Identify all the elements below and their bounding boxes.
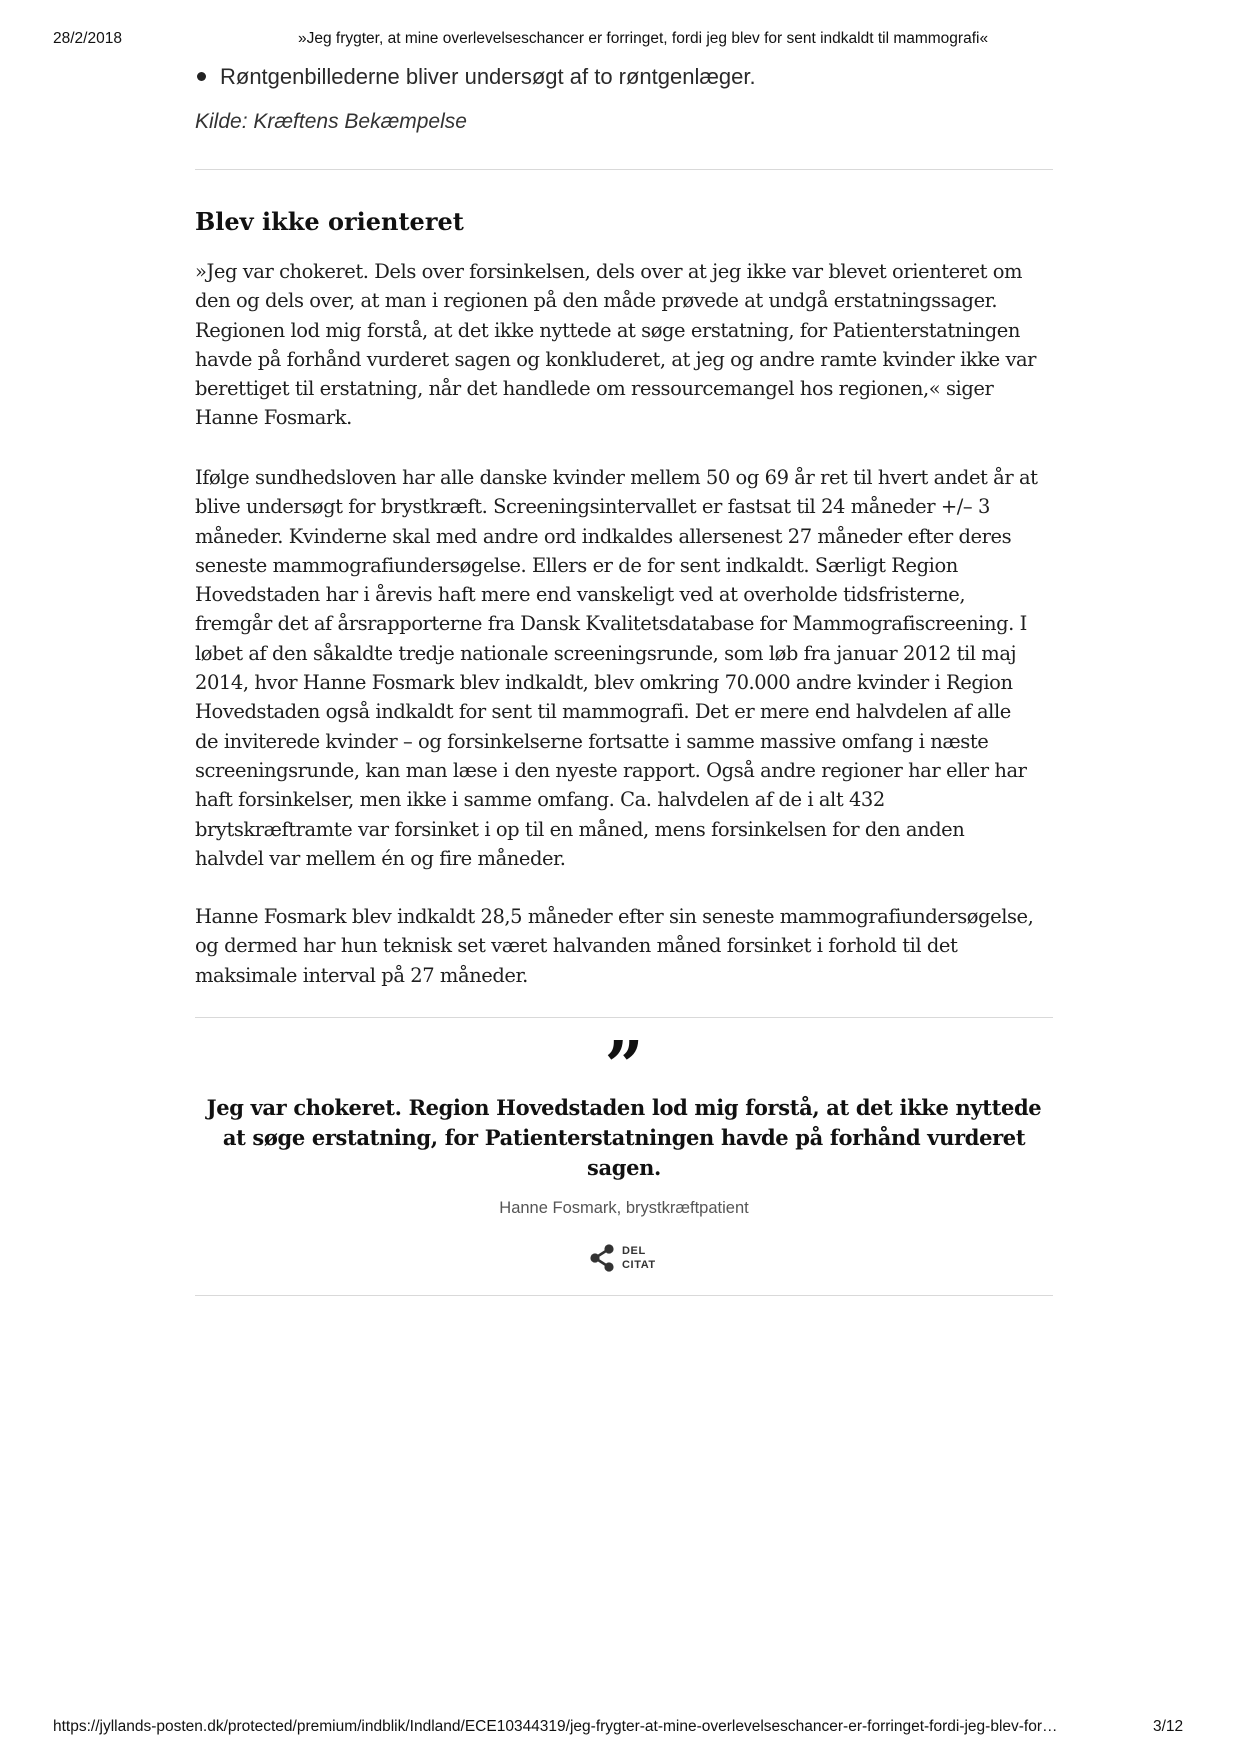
- paragraph-line: havde på forhånd vurderet sagen og konkluderet, at jeg og andre ramte kvinder ikke var: [195, 347, 1037, 371]
- paragraph-line: fremgår det af årsrapporterne fra Dansk Kvalitetsdatabase for Mammografiscreening. I: [195, 612, 1027, 636]
- divider: [195, 1295, 1053, 1296]
- paragraph-line: Hovedstaden har i årevis haft mere end vanskeligt ved at overholde tidsfristerne,: [195, 583, 966, 607]
- share-quote-button[interactable]: [589, 1243, 656, 1273]
- paragraph-line: Ifølge sundhedsloven har alle danske kvinder mellem 50 og 69 år ret til hvert andet år at: [195, 466, 1038, 489]
- share-label-line: CITAT: [622, 1259, 656, 1271]
- fact-box-source: Kilde: Kræftens Bekæmpelse: [195, 110, 467, 133]
- paragraph-line: måneder. Kvinderne skal med andre ord indkaldes allersenest 27 måneder efter deres: [195, 524, 1012, 548]
- paragraph-line: Regionen lod mig forstå, at det ikke nyttede at søge erstatning, for Patienterstatningen: [195, 318, 1020, 342]
- paragraph-line: screeningsrunde, kan man læse i den nyeste rapport. Også andre regioner har eller har: [195, 758, 1027, 782]
- paragraph-line: brytskræftramte var forsinket i op til en måned, mens forsinkelsen for den anden: [195, 817, 965, 841]
- print-url: https://jyllands-posten.dk/protected/premium/indblik/Indland/ECE10344319/jeg-frygter-at-mine-overlevelseschancer-er-forringet-fordi-jeg-blev-for…: [53, 1718, 1058, 1735]
- paragraph-line: maksimale interval på 27 måneder.: [195, 963, 528, 987]
- pull-quote-line: sagen.: [587, 1155, 661, 1180]
- bullet-dot-icon: [197, 72, 206, 81]
- paragraph-line: den og dels over, at man i regionen på den måde prøvede at undgå erstatningssager.: [195, 289, 998, 313]
- paragraph-line: berettiget til erstatning, når det handlede om ressourcemangel hos regionen,« siger: [195, 377, 994, 401]
- share-label-line: DEL: [622, 1245, 646, 1257]
- paragraph-line: de inviterede kvinder – og forsinkelserne fortsatte i samme massive omfang i næste: [195, 729, 989, 753]
- paragraph: [195, 463, 1065, 873]
- paragraph-line: halvdel var mellem én og fire måneder.: [195, 846, 566, 870]
- paragraph-line: »Jeg var chokeret. Dels over forsinkelsen, dels over at jeg ikke var blevet orienteret om: [195, 260, 1023, 283]
- fact-box-bullet: [195, 64, 756, 90]
- paragraph-line: Hanne Fosmark blev indkaldt 28,5 måneder efter sin seneste mammografiundersøgelse,: [195, 905, 1034, 928]
- quote-mark-icon: ”: [604, 1027, 644, 1107]
- paragraph-line: blive undersøgt for brystkræft. Screeningsintervallet er fastsat til 24 måneder +/– 3: [195, 495, 990, 519]
- bullet-text: Røntgenbillederne bliver undersøgt af to røntgenlæger.: [220, 64, 756, 89]
- paragraph-line: 2014, hvor Hanne Fosmark blev indkaldt, blev omkring 70.000 andre kvinder i Region: [195, 671, 1013, 695]
- share-icon: [589, 1243, 615, 1273]
- section-heading: Blev ikke orienteret: [195, 207, 464, 236]
- print-page-title: »Jeg frygter, at mine overlevelseschancer er forringet, fordi jeg blev for sent indkaldt til mammografi«: [298, 30, 989, 47]
- paragraph-line: seneste mammografiundersøgelse. Ellers er de for sent indkaldt. Særligt Region: [195, 553, 958, 577]
- paragraph: [195, 902, 1065, 990]
- paragraph-line: Hovedstaden også indkaldt for sent til mammografi. Det er mere end halvdelen af alle: [195, 700, 1011, 724]
- divider: [195, 169, 1053, 170]
- pull-quote-line: at søge erstatning, for Patienterstatningen havde på forhånd vurderet: [222, 1125, 1026, 1150]
- share-label: [622, 1244, 656, 1272]
- paragraph: [195, 257, 1065, 433]
- divider: [195, 1017, 1053, 1018]
- print-page-number: 3/12: [1153, 1718, 1184, 1735]
- paragraph-line: Hanne Fosmark.: [195, 406, 352, 430]
- paragraph-line: haft forsinkelser, men ikke i samme omfang. Ca. halvdelen af de i alt 432: [195, 788, 885, 812]
- paragraph-line: og dermed har hun teknisk set været halvanden måned forsinket i forhold til det: [195, 934, 958, 958]
- pull-quote-line: Jeg var chokeret. Region Hovedstaden lod mig forstå, at det ikke nyttede: [206, 1095, 1042, 1120]
- print-date: 28/2/2018: [53, 30, 122, 47]
- paragraph-line: løbet af den såkaldte tredje nationale screeningsrunde, som løb fra januar 2012 til maj: [195, 641, 1017, 665]
- pull-quote: [195, 1093, 1053, 1183]
- quote-attribution: Hanne Fosmark, brystkræftpatient: [499, 1199, 749, 1217]
